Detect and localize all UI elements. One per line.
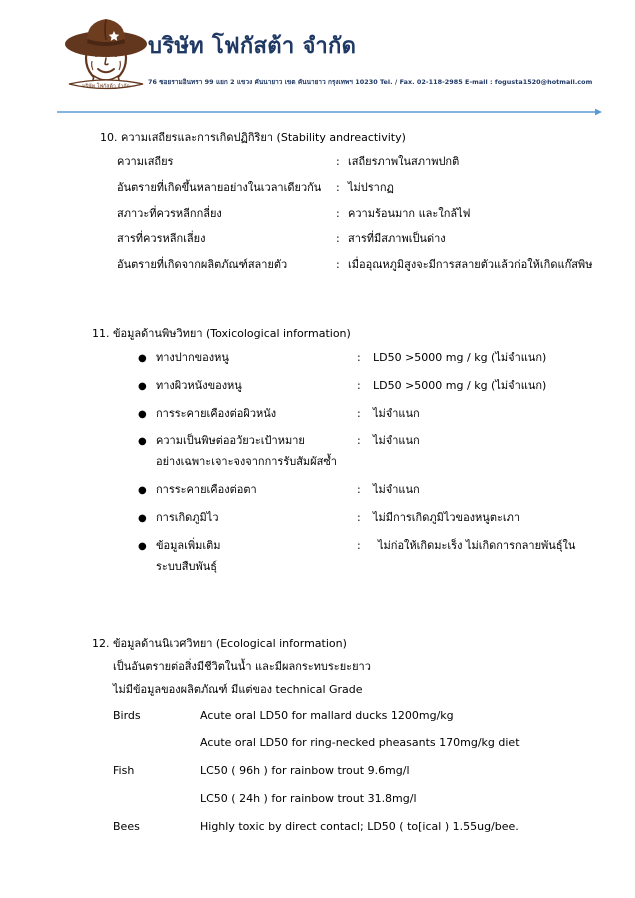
table-row [100, 155, 635, 170]
bullet-icon: ● [138, 485, 147, 497]
table-row [100, 181, 635, 196]
row-colon: : [357, 538, 361, 552]
bullet-icon: ● [138, 512, 147, 524]
letterhead [0, 0, 635, 112]
section-ecological-information [92, 637, 635, 848]
list-item [92, 434, 635, 470]
row-value: ไม่จำแนก [373, 406, 420, 420]
row-value: LC50 ( 24h ) for rainbow trout 31.8mg/l [200, 792, 417, 806]
table-row [100, 232, 635, 247]
row-label: Bees [113, 819, 140, 833]
bullet-icon: ● [138, 380, 147, 392]
bullet-icon: ● [138, 408, 147, 420]
row-key: อันตรายที่เกิดจากผลิตภัณฑ์สลายตัว [117, 258, 288, 272]
bullet-icon: ● [138, 352, 147, 364]
list-item-main-line [92, 434, 635, 449]
section-12-rows [92, 709, 635, 835]
row-label: Fish [113, 764, 135, 778]
row-colon: : [357, 406, 361, 420]
row-value: เมื่ออุณหภูมิสูงจะมีการสลายตัวแล้วก่อให้เกิดแก๊สพิษ [348, 258, 593, 272]
row-colon: : [336, 180, 340, 194]
company-name: บริษัท โฟกัสต้า จำกัด [148, 34, 357, 59]
table-row [92, 736, 635, 751]
section-11-rows [92, 351, 635, 575]
row-value: Acute oral LD50 for mallard ducks 1200mg/kg [200, 708, 454, 722]
table-row [92, 709, 635, 724]
row-colon: : [357, 434, 361, 448]
row-colon: : [336, 232, 340, 246]
section-toxicological-information [92, 327, 635, 574]
row-value: Highly toxic by direct contacl; LD50 ( to[ical ) 1.55ug/bee. [200, 819, 519, 833]
row-key: การเกิดภูมิไว [156, 510, 219, 524]
table-row [92, 764, 635, 779]
row-colon: : [336, 206, 340, 220]
row-value: LD50 >5000 mg / kg (ไม่จำแนก) [373, 378, 547, 392]
table-row [100, 207, 635, 222]
row-colon: : [357, 378, 361, 392]
company-address: 76 ซอยรามอินทรา 99 แยก 2 แขวง คันนายาว เขต คันนายาว กรุงเทพฯ 10230 Tel. / Fax. 02-118-2985 E-mail : fogusta1520@hotmail.com [148, 78, 593, 86]
list-item [92, 407, 635, 422]
row-colon: : [357, 510, 361, 524]
row-key: การระคายเคืองต่อตา [156, 483, 257, 497]
list-item [92, 511, 635, 526]
row-colon: : [336, 154, 340, 168]
row-label: Birds [113, 708, 141, 722]
row-key: การระคายเคืองต่อผิวหนัง [156, 406, 277, 420]
row-value: ไม่จำแนก [373, 434, 420, 448]
row-key: สภาวะที่ควรหลีกกลี่ยง [117, 206, 222, 220]
section-10-rows [100, 155, 635, 273]
row-key-continuation: ระบบสืบพันธุ์ [156, 559, 217, 573]
row-key: สารที่ควรหลีกเลี่ยง [117, 232, 206, 246]
section-12-heading: 12. ข้อมูลด้านนิเวศวิทยา (Ecological information) [92, 637, 347, 650]
row-key: ทางผิวหนังของหนู [156, 378, 242, 392]
table-row [92, 792, 635, 807]
row-value: สารที่มีสภาพเป็นด่าง [348, 232, 446, 246]
row-value: LC50 ( 96h ) for rainbow trout 9.6mg/l [200, 764, 410, 778]
logo-ribbon-text: บริษัท โฟกัสต้า จำกัด [82, 83, 130, 90]
section-11-heading: 11. ข้อมูลด้านพิษวิทยา (Toxicological information) [92, 327, 351, 340]
row-key: ความเป็นพิษต่ออวัยวะเป้าหมาย [156, 434, 305, 448]
row-key: ความเสถียร [117, 154, 174, 168]
row-colon: : [336, 258, 340, 272]
row-key: ข้อมูลเพิ่มเติม [156, 538, 221, 552]
section-12-intro-line: ไม่มีข้อมูลของผลิตภัณฑ์ มีแต่ของ technical Grade [113, 682, 363, 696]
list-item-main-line [92, 539, 635, 554]
row-value: ความร้อนมาก และใกล้ไฟ [348, 206, 471, 220]
row-value: ไม่มีการเกิดภูมิไวของหนูตะเภา [373, 510, 521, 524]
section-10-heading: 10. ความเสถียรและการเกิดปฏิกิริยา (Stability andreactivity) [100, 131, 406, 144]
row-value: ไม่จำแนก [373, 483, 420, 497]
list-item [92, 483, 635, 498]
bullet-icon: ● [138, 436, 147, 448]
row-colon: : [357, 350, 361, 364]
row-key: อันตรายที่เกิดขึ้นหลายอย่างในเวลาเดียวกัน [117, 180, 322, 194]
table-row [92, 820, 635, 835]
bullet-icon: ● [138, 540, 147, 552]
table-row [100, 258, 635, 273]
row-value: Acute oral LD50 for ring-necked pheasants 170mg/kg diet [200, 736, 520, 750]
section-stability-and-reactivity [100, 131, 635, 284]
list-item [92, 351, 635, 366]
row-value: ไม่ก่อให้เกิดมะเร็ง ไม่เกิดการกลายพันธุ์ใน [378, 538, 576, 552]
row-value: เสถียรภาพในสภาพปกติ [348, 154, 460, 168]
row-value: ไม่ปรากฏ [348, 180, 394, 194]
cowboy-head-logo-icon [62, 14, 150, 96]
row-value: LD50 >5000 mg / kg (ไม่จำแนก) [373, 350, 547, 364]
row-key: ทางปากของหนู [156, 350, 229, 364]
list-item [92, 539, 635, 575]
arrow-line-right-icon [57, 101, 602, 109]
list-item [92, 379, 635, 394]
row-colon: : [357, 483, 361, 497]
row-key-continuation: อย่างเฉพาะเจาะจงจากการรับสัมผัสซ้ำ [156, 455, 337, 469]
section-12-intro-line: เป็นอันตรายต่อสิ่งมีชีวิตในน้ำ และมีผลกระทบระยะยาว [113, 659, 371, 673]
